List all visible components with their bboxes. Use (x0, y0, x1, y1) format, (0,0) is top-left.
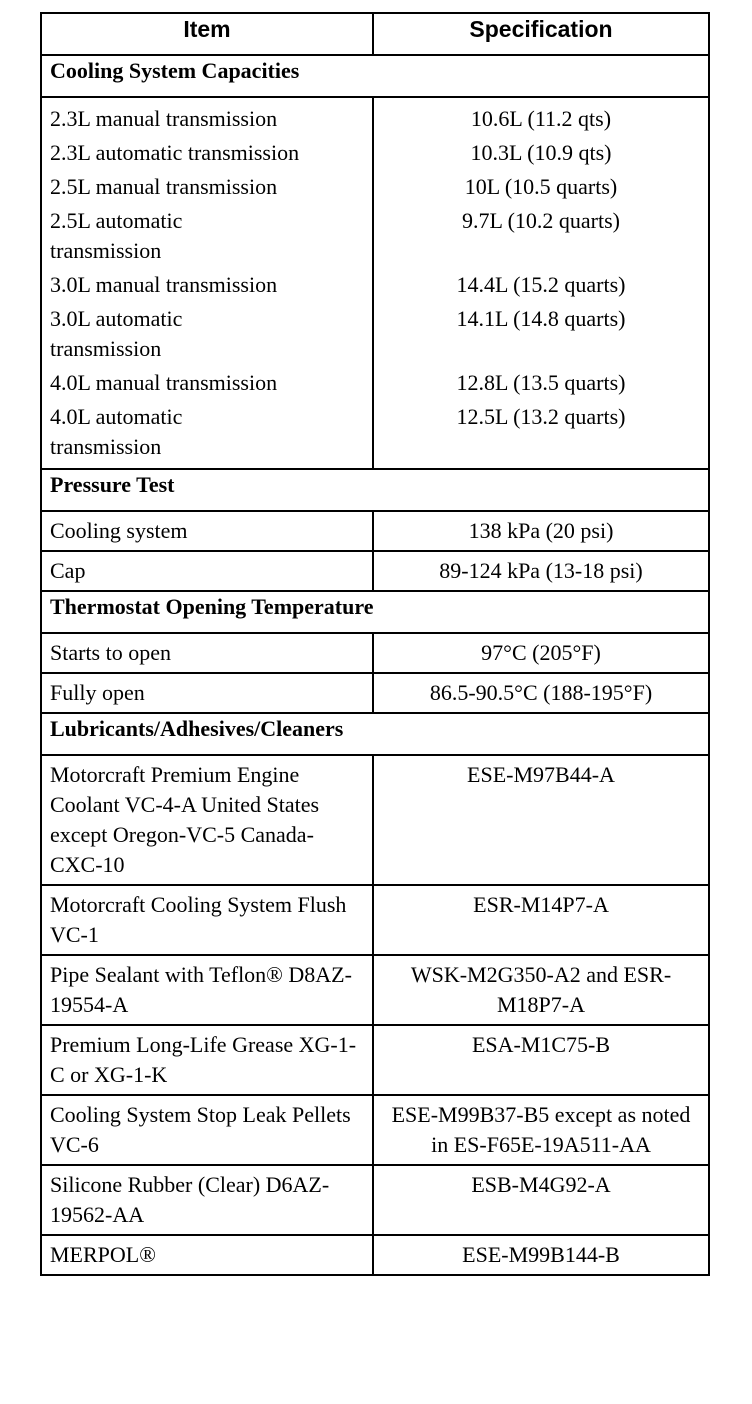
spec-cell: 10.6L (11.2 qts) (373, 97, 709, 136)
column-header-specification: Specification (373, 13, 709, 55)
spec-cell: ESA-M1C75-B (373, 1025, 709, 1095)
item-cell: Motorcraft Premium Engine Coolant VC-4-A United States except Oregon-VC-5 Canada-CXC-10 (41, 755, 373, 885)
item-cell: Premium Long-Life Grease XG-1-C or XG-1-K (41, 1025, 373, 1095)
spec-cell: 12.5L (13.2 quarts) (373, 400, 709, 469)
specification-table (40, 12, 710, 1276)
spec-cell: 89-124 kPa (13-18 psi) (373, 551, 709, 591)
item-cell: 3.0L automatic transmission (41, 302, 373, 366)
spec-cell: 10.3L (10.9 qts) (373, 136, 709, 170)
item-cell: Cap (41, 551, 373, 591)
section-title-lubricants: Lubricants/Adhesives/Cleaners (41, 713, 709, 755)
spec-cell: 14.1L (14.8 quarts) (373, 302, 709, 366)
item-cell: Motorcraft Cooling System Flush VC-1 (41, 885, 373, 955)
table-row (41, 511, 709, 551)
item-cell: 2.3L automatic transmission (41, 136, 373, 170)
spec-cell: ESR-M14P7-A (373, 885, 709, 955)
table-row (41, 366, 709, 400)
item-cell: Silicone Rubber (Clear) D6AZ-19562-AA (41, 1165, 373, 1235)
item-cell: MERPOL® (41, 1235, 373, 1275)
table-header-row (41, 13, 709, 55)
item-cell: 2.5L automatic transmission (41, 204, 373, 268)
item-cell: 2.5L manual transmission (41, 170, 373, 204)
section-title-thermostat: Thermostat Opening Temperature (41, 591, 709, 633)
item-cell: Cooling system (41, 511, 373, 551)
table-row (41, 1095, 709, 1165)
table-row (41, 170, 709, 204)
table-row (41, 633, 709, 673)
item-cell: 3.0L manual transmission (41, 268, 373, 302)
item-cell: 4.0L automatic transmission (41, 400, 373, 469)
item-cell: 2.3L manual transmission (41, 97, 373, 136)
table-row (41, 400, 709, 469)
item-cell: Cooling System Stop Leak Pellets VC-6 (41, 1095, 373, 1165)
spec-cell: WSK-M2G350-A2 and ESR-M18P7-A (373, 955, 709, 1025)
item-cell: Starts to open (41, 633, 373, 673)
spec-cell: ESE-M97B44-A (373, 755, 709, 885)
spec-cell: ESE-M99B144-B (373, 1235, 709, 1275)
spec-cell: 97°C (205°F) (373, 633, 709, 673)
table-row (41, 955, 709, 1025)
table-row (41, 551, 709, 591)
spec-cell: 138 kPa (20 psi) (373, 511, 709, 551)
spec-cell: ESE-M99B37-B5 except as noted in ES-F65E-19A511-AA (373, 1095, 709, 1165)
section-title-cooling-capacities: Cooling System Capacities (41, 55, 709, 97)
spec-cell: 86.5-90.5°C (188-195°F) (373, 673, 709, 713)
table-row (41, 97, 709, 136)
table-row (41, 268, 709, 302)
table-row (41, 204, 709, 268)
item-cell: Pipe Sealant with Teflon® D8AZ-19554-A (41, 955, 373, 1025)
spec-cell: 14.4L (15.2 quarts) (373, 268, 709, 302)
table-row (41, 136, 709, 170)
spec-cell: 12.8L (13.5 quarts) (373, 366, 709, 400)
section-title-pressure-test: Pressure Test (41, 469, 709, 511)
item-cell: Fully open (41, 673, 373, 713)
table-row (41, 302, 709, 366)
column-header-item: Item (41, 13, 373, 55)
table-row (41, 885, 709, 955)
spec-cell: ESB-M4G92-A (373, 1165, 709, 1235)
item-cell: 4.0L manual transmission (41, 366, 373, 400)
spec-cell: 9.7L (10.2 quarts) (373, 204, 709, 268)
table-row (41, 755, 709, 885)
table-row (41, 1165, 709, 1235)
table-row (41, 1025, 709, 1095)
spec-cell: 10L (10.5 quarts) (373, 170, 709, 204)
table-row (41, 673, 709, 713)
table-row (41, 1235, 709, 1275)
